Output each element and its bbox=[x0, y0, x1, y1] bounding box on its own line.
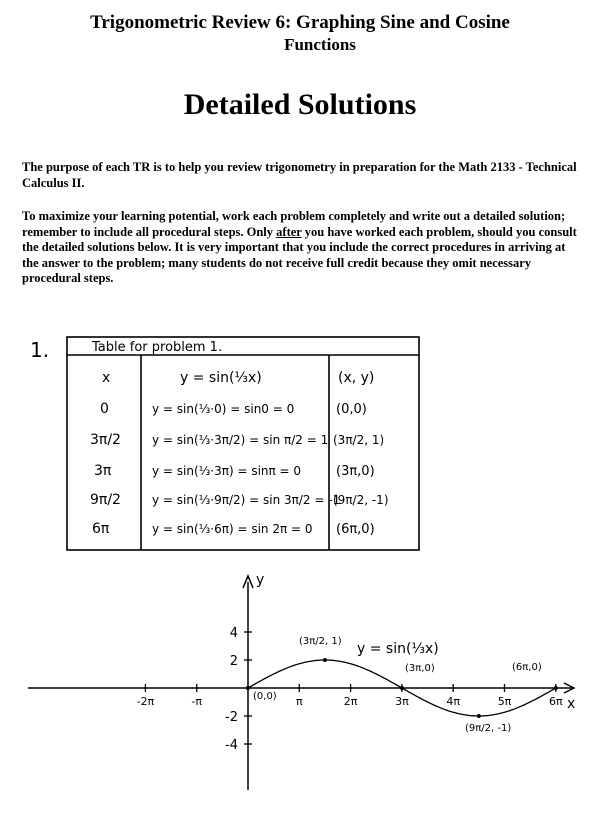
table-caption: Table for problem 1. bbox=[92, 340, 223, 355]
intro-p2-part-b: you have worked each problem, should you consult the detailed solutions below. It is very important that you include the correct procedures in arriving at the answer to the problem; many students do not receive full credit because they omit necessary procedural steps. bbox=[22, 224, 577, 285]
plotted-point bbox=[477, 714, 481, 718]
table-header-x: x bbox=[102, 370, 111, 386]
table-cell: 9π/2 bbox=[90, 492, 121, 508]
x-tick-label: 4π bbox=[446, 695, 461, 708]
title-line-2: Functions bbox=[284, 35, 356, 54]
intro-p2-emphasis: after bbox=[276, 224, 302, 239]
table-cell: 3π/2 bbox=[90, 432, 121, 448]
y-tick-label: -2 bbox=[225, 710, 238, 725]
table-cell: y = sin(⅓·3π/2) = sin π/2 = 1 bbox=[152, 433, 329, 447]
table-cell: (6π,0) bbox=[336, 522, 375, 537]
table-cell: (0,0) bbox=[336, 402, 367, 417]
plotted-point bbox=[323, 658, 327, 662]
x-tick-label: 2π bbox=[343, 695, 358, 708]
table-cell: 3π bbox=[94, 463, 112, 479]
point-label: (6π,0) bbox=[512, 662, 542, 673]
plotted-point bbox=[246, 686, 250, 690]
table-cell: 6π bbox=[92, 521, 110, 537]
table-cell: y = sin(⅓·6π) = sin 2π = 0 bbox=[152, 522, 313, 536]
intro-p2-part-a: To maximize your learning potential, work each problem completely and write out a detailed solution; remember to include all procedural steps. Only bbox=[22, 209, 566, 239]
x-tick-label: -π bbox=[191, 695, 202, 708]
table-header-xy: (x, y) bbox=[338, 370, 375, 386]
x-tick-label: -2π bbox=[136, 695, 155, 708]
intro-paragraph-1: The purpose of each TR is to help you review trigonometry in preparation for the Math 2133 - Technical Calculus II. bbox=[22, 160, 577, 190]
problem-number: 1. bbox=[30, 338, 50, 362]
y-tick-label: 2 bbox=[229, 654, 238, 669]
plotted-point bbox=[554, 686, 558, 690]
y-tick-label: 4 bbox=[229, 626, 238, 641]
title-line-1: Trigonometric Review 6: Graphing Sine and Cosine bbox=[90, 12, 510, 33]
table-cell: y = sin(⅓·9π/2) = sin 3π/2 = -1 bbox=[152, 493, 341, 507]
document-subtitle: Detailed Solutions bbox=[183, 88, 417, 121]
table-cell: y = sin(⅓·3π) = sinπ = 0 bbox=[152, 464, 302, 478]
x-tick-label: 3π bbox=[395, 695, 409, 708]
y-axis-label: y bbox=[256, 572, 265, 588]
y-tick-label: -4 bbox=[225, 738, 238, 753]
point-label: (0,0) bbox=[253, 691, 277, 702]
point-label: (3π/2, 1) bbox=[299, 636, 342, 647]
table-cell: (3π,0) bbox=[336, 464, 375, 479]
table-cell: 0 bbox=[100, 401, 109, 417]
x-axis-label: x bbox=[567, 696, 576, 712]
x-tick-label: 6π bbox=[548, 695, 563, 708]
table-header-y: y = sin(⅓x) bbox=[180, 370, 262, 386]
table-cell: (3π/2, 1) bbox=[333, 433, 385, 447]
sine-graph bbox=[28, 572, 575, 790]
plotted-point bbox=[400, 686, 404, 690]
table-cell: (9π/2, -1) bbox=[333, 493, 389, 507]
point-label: (9π/2, -1) bbox=[465, 723, 512, 734]
point-label: (3π,0) bbox=[405, 663, 435, 674]
table-cell: y = sin(⅓·0) = sin0 = 0 bbox=[152, 402, 295, 416]
x-tick-label: π bbox=[295, 695, 303, 708]
x-tick-label: 5π bbox=[497, 695, 512, 708]
curve-label: y = sin(⅓x) bbox=[357, 641, 439, 657]
